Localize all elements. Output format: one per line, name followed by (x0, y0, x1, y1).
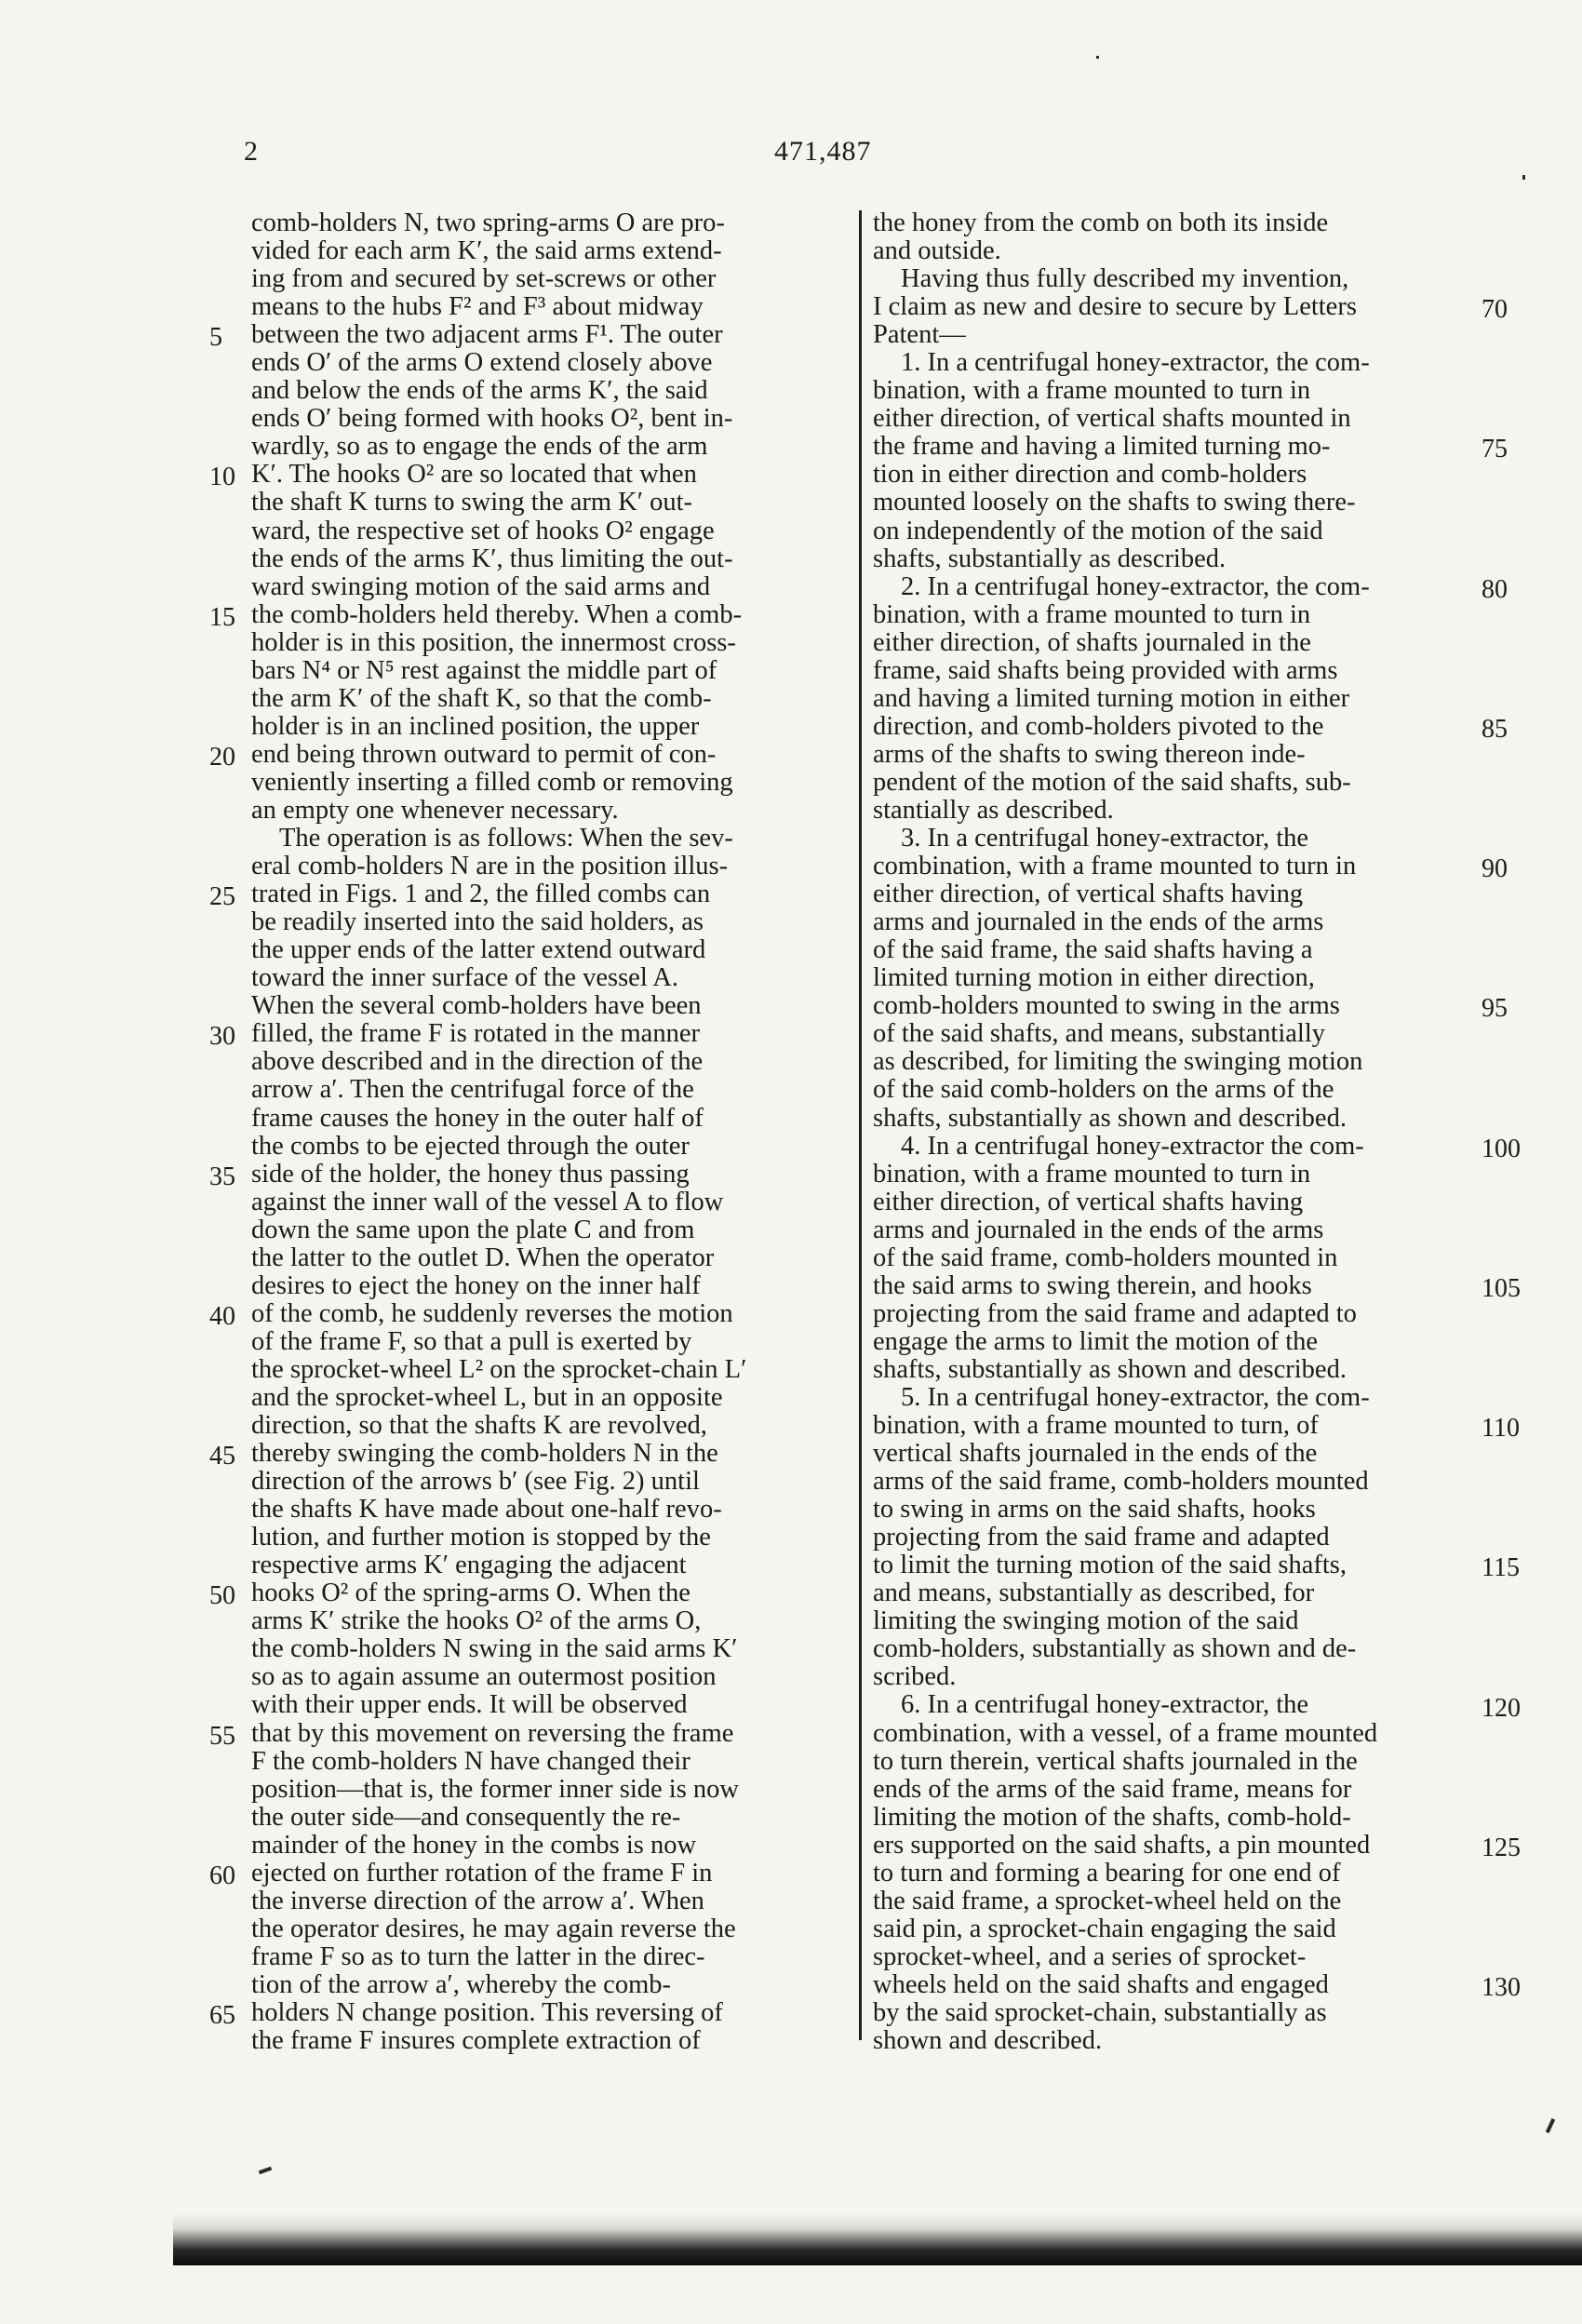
line-number: 115 (1481, 1553, 1520, 1583)
text-line: 1. In a centrifugal honey-extractor, the com- (901, 349, 1370, 378)
text-line: lution, and further motion is stopped by the (251, 1524, 711, 1552)
text-line: ends O′ being formed with hooks O², bent in- (251, 405, 733, 434)
text-line: pendent of the motion of the said shafts, sub- (873, 768, 1351, 797)
text-line: to limit the turning motion of the said shafts, (873, 1552, 1347, 1580)
scan-speck (259, 2167, 273, 2175)
text-line: ward, the respective set of hooks O² engage (251, 517, 715, 545)
text-line: the upper ends of the latter extend outward (251, 936, 706, 965)
text-line: the shafts K have made about one-half revo- (251, 1496, 722, 1525)
line-number: 90 (1481, 854, 1508, 884)
line-number: 75 (1481, 435, 1508, 464)
line-number: 10 (209, 463, 235, 492)
text-line: sprocket-wheel, and a series of sprocket- (873, 1942, 1307, 1971)
text-line: the frame and having a limited turning mo- (873, 433, 1331, 462)
text-line: the latter to the outlet D. When the operator (251, 1243, 715, 1272)
text-line: Having thus fully described my invention, (901, 265, 1349, 294)
text-line: the outer side—and consequently the re- (251, 1803, 681, 1832)
text-line: arms and journaled in the ends of the arms (873, 1216, 1324, 1244)
text-line: stantially as described. (873, 796, 1114, 825)
text-line: comb-holders mounted to swing in the arms (873, 992, 1340, 1021)
text-line: the said frame, a sprocket-wheel held on the (873, 1887, 1342, 1915)
text-line: on independently of the motion of the said (873, 517, 1323, 545)
text-line: scribed. (873, 1663, 957, 1692)
text-line: either direction, of vertical shafts mounted in (873, 405, 1351, 434)
text-line: bars N⁴ or N⁵ rest against the middle part of (251, 656, 717, 685)
line-number: 55 (209, 1721, 235, 1751)
text-line: to swing in arms on the said shafts, hooks (873, 1496, 1316, 1525)
text-line: K′. The hooks O² are so located that when (251, 461, 697, 490)
text-line: and below the ends of the arms K′, the said (251, 377, 708, 406)
text-line: side of the holder, the honey thus passing (251, 1160, 690, 1189)
line-number: 120 (1481, 1693, 1521, 1723)
text-line: I claim as new and desire to secure by Letters (873, 293, 1357, 322)
text-line: arrow a′. Then the centrifugal force of the (251, 1076, 694, 1105)
text-line: to turn and forming a bearing for one end of (873, 1859, 1341, 1887)
line-number: 40 (209, 1301, 235, 1331)
text-line: of the comb, he suddenly reverses the motion (251, 1299, 733, 1328)
text-line: the honey from the comb on both its inside (873, 209, 1329, 237)
text-line: 2. In a centrifugal honey-extractor, the com- (901, 572, 1370, 601)
text-line: engage the arms to limit the motion of the (873, 1327, 1319, 1356)
text-line: trated in Figs. 1 and 2, the filled combs can (251, 880, 711, 909)
line-number: 30 (209, 1022, 235, 1052)
text-line: between the two adjacent arms F¹. The outer (251, 321, 723, 350)
text-line: of the said comb-holders on the arms of the (873, 1076, 1334, 1105)
text-line: of the said shafts, and means, substantially (873, 1020, 1325, 1049)
text-line: combination, with a frame mounted to turn in (873, 853, 1357, 881)
text-line: with their upper ends. It will be observed (251, 1691, 688, 1720)
text-line: the comb-holders N swing in the said arms K′ (251, 1635, 738, 1664)
text-line: The operation is as follows: When the sev- (279, 825, 733, 853)
text-line: wheels held on the said shafts and engaged (873, 1970, 1329, 1999)
text-line: comb-holders N, two spring-arms O are pro- (251, 209, 725, 237)
line-number: 110 (1481, 1414, 1520, 1444)
text-line: F the comb-holders N have changed their (251, 1747, 690, 1776)
line-number: 25 (209, 882, 235, 912)
text-line: holder is in this position, the innermost cross- (251, 628, 736, 657)
text-line: bination, with a frame mounted to turn in (873, 600, 1311, 629)
text-line: an empty one whenever necessary. (251, 796, 619, 825)
text-line: ers supported on the said shafts, a pin mounted (873, 1831, 1371, 1860)
text-line: direction of the arrows b′ (see Fig. 2) until (251, 1468, 700, 1497)
text-line: said pin, a sprocket-chain engaging the said (873, 1914, 1336, 1943)
text-line: veniently inserting a filled comb or removing (251, 768, 733, 797)
text-line: respective arms K′ engaging the adjacent (251, 1552, 687, 1580)
text-line: shafts, substantially as shown and described. (873, 1355, 1347, 1384)
text-line: the arm K′ of the shaft K, so that the comb- (251, 684, 712, 713)
text-line: When the several comb-holders have been (251, 992, 702, 1021)
text-line: arms K′ strike the hooks O² of the arms O, (251, 1607, 702, 1636)
text-line: frame F so as to turn the latter in the direc- (251, 1942, 705, 1971)
line-number: 45 (209, 1442, 235, 1471)
text-line: so as to again assume an outermost position (251, 1663, 717, 1692)
text-line: combination, with a vessel, of a frame mounted (873, 1719, 1378, 1748)
text-line: vided for each arm K′, the said arms extend- (251, 237, 722, 266)
line-number: 15 (209, 602, 235, 632)
text-line: and means, substantially as described, for (873, 1579, 1315, 1608)
text-line: and having a limited turning motion in either (873, 684, 1350, 713)
text-line: arms and journaled in the ends of the arms (873, 908, 1324, 937)
text-line: bination, with a frame mounted to turn in (873, 1160, 1311, 1189)
text-line: either direction, of shafts journaled in the (873, 628, 1311, 657)
line-number: 130 (1481, 1973, 1521, 2003)
line-number: 60 (209, 1861, 235, 1890)
text-line: tion in either direction and comb-holders (873, 461, 1307, 490)
text-line: 4. In a centrifugal honey-extractor the com- (901, 1132, 1364, 1161)
line-number: 5 (209, 323, 222, 353)
line-number: 125 (1481, 1833, 1521, 1862)
line-number: 50 (209, 1581, 235, 1611)
line-number: 65 (209, 2001, 235, 2031)
text-line: shafts, substantially as shown and described. (873, 1104, 1347, 1133)
text-line: frame, said shafts being provided with arms (873, 656, 1338, 685)
text-line: hooks O² of the spring-arms O. When the (251, 1579, 690, 1608)
text-line: the said arms to swing therein, and hooks (873, 1271, 1312, 1300)
text-line: of the said frame, comb-holders mounted in (873, 1243, 1338, 1272)
line-number: 80 (1481, 574, 1508, 604)
text-line: direction, so that the shafts K are revolved, (251, 1412, 707, 1441)
text-line: desires to eject the honey on the inner half (251, 1271, 701, 1300)
text-line: bination, with a frame mounted to turn in (873, 377, 1311, 406)
text-line: frame causes the honey in the outer half of (251, 1104, 704, 1133)
line-number: 100 (1481, 1134, 1521, 1163)
text-line: by the said sprocket-chain, substantially as (873, 1999, 1327, 2027)
line-number: 35 (209, 1162, 235, 1191)
text-line: ward swinging motion of the said arms and (251, 572, 711, 601)
text-line: ends O′ of the arms O extend closely above (251, 349, 713, 378)
text-line: either direction, of vertical shafts having (873, 1188, 1304, 1216)
text-line: holder is in an inclined position, the upper (251, 712, 700, 741)
text-line: 3. In a centrifugal honey-extractor, the (901, 825, 1309, 853)
text-line: comb-holders, substantially as shown and de- (873, 1635, 1357, 1664)
text-line: holders N change position. This reversing of (251, 1999, 723, 2027)
text-line: the inverse direction of the arrow a′. When (251, 1887, 704, 1915)
text-line: means to the hubs F² and F³ about midway (251, 293, 704, 322)
text-line: to turn therein, vertical shafts journaled in the (873, 1747, 1358, 1776)
text-line: the shaft K turns to swing the arm K′ out- (251, 489, 693, 517)
text-line: tion of the arrow a′, whereby the comb- (251, 1970, 671, 1999)
text-line: limiting the motion of the shafts, comb-hold- (873, 1803, 1351, 1832)
text-line: end being thrown outward to permit of con- (251, 740, 717, 769)
text-line: eral comb-holders N are in the position illus- (251, 853, 729, 881)
text-line: the combs to be ejected through the outer (251, 1132, 690, 1161)
text-line: above described and in the direction of the (251, 1048, 704, 1077)
text-line: the sprocket-wheel L² on the sprocket-chain L′ (251, 1355, 747, 1384)
left-text-column (251, 209, 851, 2055)
text-line: wardly, so as to engage the ends of the arm (251, 433, 708, 462)
column-divider (859, 210, 862, 2040)
text-line: the operator desires, he may again reverse the (251, 1914, 736, 1943)
text-line: either direction, of vertical shafts having (873, 880, 1304, 909)
right-text-column (873, 209, 1476, 2055)
text-line: be readily inserted into the said holders, as (251, 908, 704, 937)
text-line: that by this movement on reversing the frame (251, 1719, 734, 1748)
text-line: ejected on further rotation of the frame F in (251, 1859, 713, 1887)
text-line: 5. In a centrifugal honey-extractor, the com- (901, 1383, 1370, 1412)
scan-speck (1522, 175, 1525, 180)
text-line: projecting from the said frame and adapted to (873, 1299, 1357, 1328)
line-number: 20 (209, 742, 235, 772)
text-line: of the said frame, the said shafts having a (873, 936, 1313, 965)
text-line: the ends of the arms K′, thus limiting the out- (251, 544, 733, 573)
text-line: projecting from the said frame and adapted (873, 1524, 1330, 1552)
line-number: 105 (1481, 1273, 1521, 1303)
text-line: limiting the swinging motion of the said (873, 1607, 1299, 1636)
text-line: Patent— (873, 321, 966, 350)
text-line: limited turning motion in either direction, (873, 964, 1315, 993)
text-line: arms of the shafts to swing thereon inde- (873, 740, 1306, 769)
text-line: toward the inner surface of the vessel A. (251, 964, 679, 993)
line-number: 85 (1481, 714, 1508, 744)
text-line: down the same upon the plate C and from (251, 1216, 695, 1244)
scan-edge-shadow (173, 2213, 1582, 2265)
text-line: vertical shafts journaled in the ends of the (873, 1440, 1318, 1469)
text-line: 6. In a centrifugal honey-extractor, the (901, 1691, 1309, 1720)
scan-speck (1096, 56, 1099, 59)
text-line: position—that is, the former inner side is now (251, 1775, 740, 1804)
text-line: shown and described. (873, 2027, 1103, 2056)
text-line: mounted loosely on the shafts to swing there- (873, 489, 1356, 517)
text-line: arms of the said frame, comb-holders mounted (873, 1468, 1369, 1497)
text-line: of the frame F, so that a pull is exerted by (251, 1327, 692, 1356)
text-line: as described, for limiting the swinging motion (873, 1048, 1363, 1077)
text-line: bination, with a frame mounted to turn, of (873, 1412, 1319, 1441)
line-number: 70 (1481, 295, 1508, 325)
text-line: against the inner wall of the vessel A to flow (251, 1188, 724, 1216)
page-number: 2 (244, 136, 258, 167)
text-line: ing from and secured by set-screws or other (251, 265, 717, 294)
text-line: the frame F insures complete extraction of (251, 2027, 701, 2056)
text-line: the comb-holders held thereby. When a comb- (251, 600, 743, 629)
text-line: filled, the frame F is rotated in the manner (251, 1020, 700, 1049)
text-line: and outside. (873, 237, 1001, 266)
text-line: mainder of the honey in the combs is now (251, 1831, 697, 1860)
text-line: ends of the arms of the said frame, means for (873, 1775, 1352, 1804)
patent-number: 471,487 (774, 136, 872, 167)
text-line: thereby swinging the comb-holders N in the (251, 1440, 718, 1469)
scan-speck (1546, 2118, 1555, 2133)
text-line: shafts, substantially as described. (873, 544, 1227, 573)
line-number: 95 (1481, 994, 1508, 1024)
text-line: direction, and comb-holders pivoted to the (873, 712, 1324, 741)
text-line: and the sprocket-wheel L, but in an opposite (251, 1383, 723, 1412)
